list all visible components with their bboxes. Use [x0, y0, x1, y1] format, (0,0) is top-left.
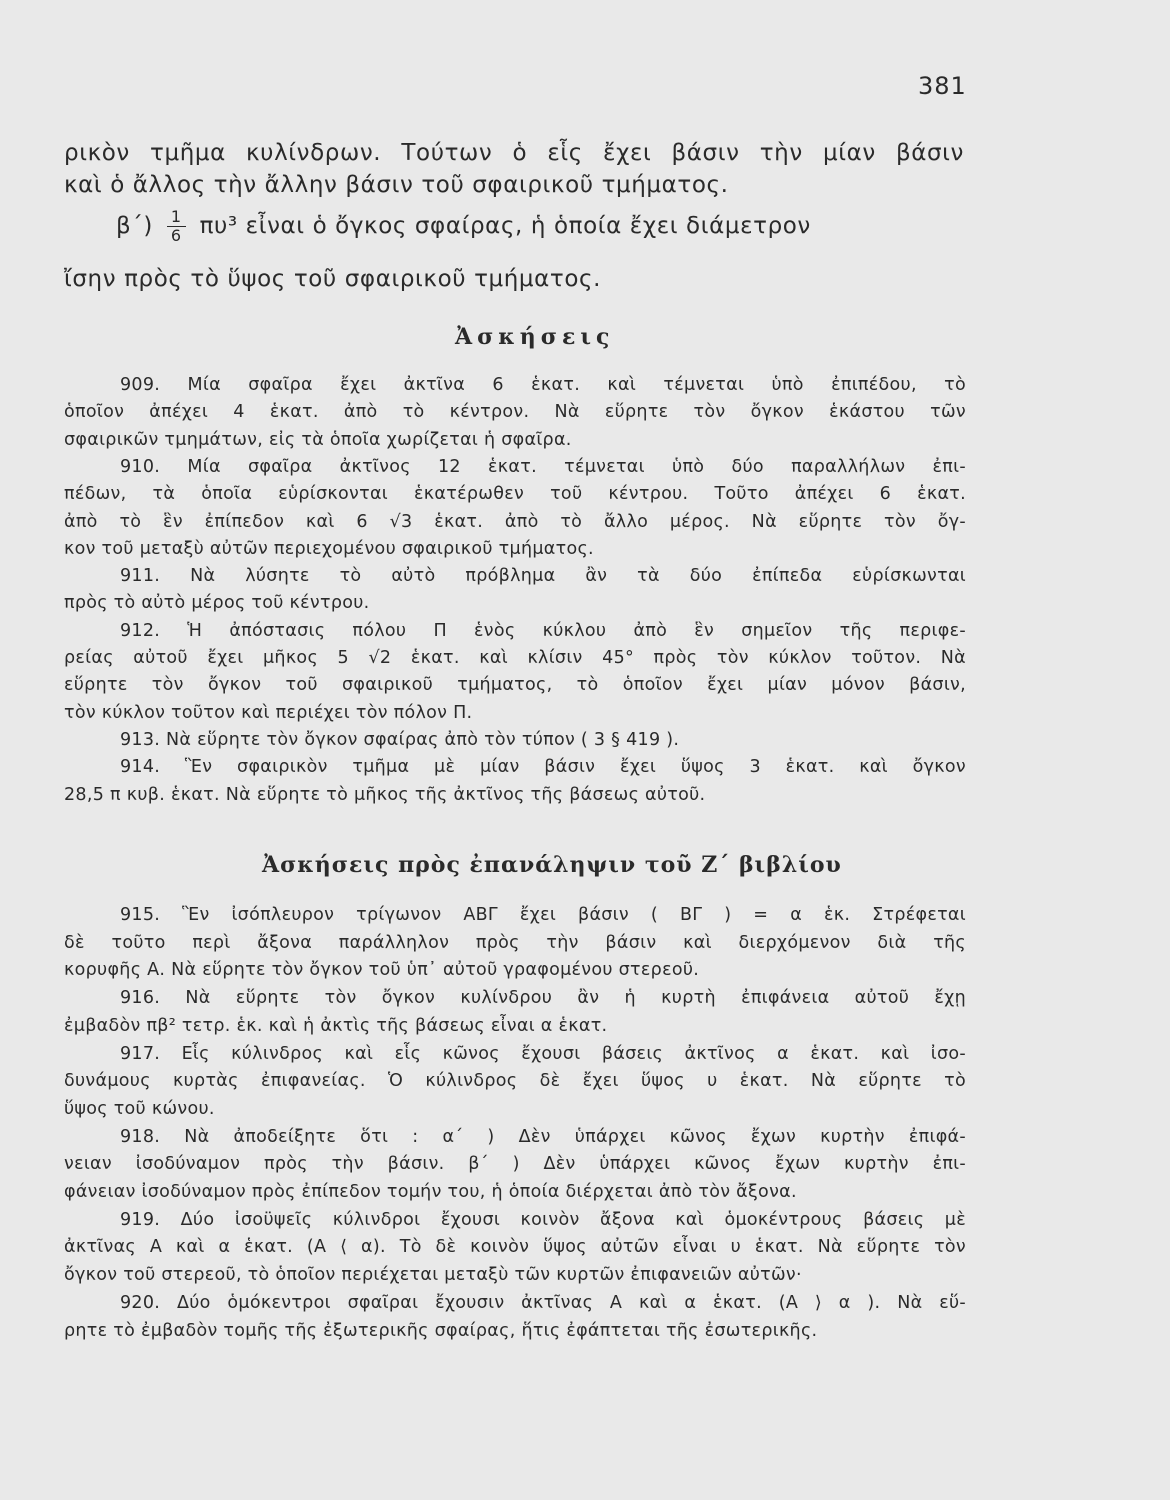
fraction-numerator: 1	[167, 208, 186, 227]
text-line: δὲ τοῦτο περὶ ἄξονα παράλληλον πρὸς τὴν βάσιν καὶ διερχόμενον διὰ τῆς	[64, 932, 966, 953]
text-line: 912. Ἡ ἀπόστασις πόλου Π ἑνὸς κύκλου ἀπὸ ἓν σημεῖον τῆς περιφε-	[120, 620, 966, 641]
text-line: ρείας αὐτοῦ ἔχει μῆκος 5 √2 ἑκατ. καὶ κλίσιν 45° πρὸς τὸν κύκλον τοῦτον. Νὰ	[64, 648, 966, 668]
text-line: 917. Εἷς κύλινδρος καὶ εἷς κῶνος ἔχουσι βάσεις ἀκτῖνος α ἑκατ. καὶ ἰσο-	[120, 1043, 966, 1064]
text-line: κορυφῆς Α. Νὰ εὕρητε τὸν ὄγκον τοῦ ὑπ᾿ αὐτοῦ γραφομένου στερεοῦ.	[64, 960, 700, 981]
text-line: 914. Ἓν σφαιρικὸν τμῆμα μὲ μίαν βάσιν ἔχει ὕψος 3 ἑκατ. καὶ ὄγκον	[120, 757, 966, 778]
intro-line-3	[116, 208, 811, 245]
text-line: ὁποῖον ἀπέχει 4 ἑκατ. ἀπὸ τὸ κέντρον. Νὰ εὕρητε τὸν ὄγκον ἑκάστου τῶν	[64, 402, 966, 423]
text-line: 919. Δύο ἰσοϋψεῖς κύλινδροι ἔχουσι κοινὸν ἄξονα καὶ ὁμοκέντρους βάσεις μὲ	[120, 1209, 966, 1230]
text-line: 28,5 π κυβ. ἑκατ. Νὰ εὕρητε τὸ μῆκος τῆς ἀκτῖνος τῆς βάσεως αὐτοῦ.	[64, 784, 706, 805]
intro-line-1: ρικὸν τμῆμα κυλίνδρων. Τούτων ὁ εἷς ἔχει βάσιν τὴν μίαν βάσιν	[64, 140, 964, 166]
text-line: πέδων, τὰ ὁποῖα εὑρίσκονται ἑκατέρωθεν τοῦ κέντρου. Τοῦτο ἀπέχει 6 ἑκατ.	[64, 484, 966, 505]
intro-line-2: καὶ ὁ ἄλλος τὴν ἄλλην βάσιν τοῦ σφαιρικοῦ τμήματος.	[64, 172, 729, 198]
section-heading-exercises: Ἀσκήσεις	[455, 324, 615, 350]
text-line: ὕψος τοῦ κώνου.	[64, 1098, 215, 1119]
fraction	[167, 208, 186, 245]
text-line: 915. Ἓν ἰσόπλευρον τρίγωνον ΑΒΓ ἔχει βάσιν ( ΒΓ ) = α ἑκ. Στρέφεται	[120, 905, 966, 925]
text-line: νειαν ἰσοδύναμον πρὸς τὴν βάσιν. β΄ ) Δὲν ὑπάρχει κῶνος ἔχων κυρτὴν ἐπι-	[64, 1154, 966, 1175]
text-line: ρητε τὸ ἐμβαδὸν τομῆς τῆς ἐξωτερικῆς σφαίρας, ἥτις ἐφάπτεται τῆς ἐσωτερικῆς.	[64, 1320, 818, 1341]
text-line: σφαιρικῶν τμημάτων, εἰς τὰ ὁποῖα χωρίζεται ἡ σφαῖρα.	[64, 429, 572, 450]
text-line: 920. Δύο ὁμόκεντροι σφαῖραι ἔχουσιν ἀκτῖνας Α καὶ α ἑκατ. (Α ⟩ α ). Νὰ εὕ-	[120, 1292, 966, 1313]
text-line: τὸν κύκλον τοῦτον καὶ περιέχει τὸν πόλον Π.	[64, 702, 473, 723]
text-line: φάνειαν ἰσοδύναμον πρὸς ἐπίπεδον τομήν του, ἡ ὁποία διέρχεται ἀπὸ τὸν ἄξονα.	[64, 1182, 797, 1202]
intro-line-4: ἴσην πρὸς τὸ ὕψος τοῦ σφαιρικοῦ τμήματος.	[64, 266, 602, 292]
intro-line-3-rest: πυ³ εἶναι ὁ ὄγκος σφαίρας, ἡ ὁποία ἔχει διάμετρον	[199, 213, 811, 239]
page-number: 381	[918, 72, 967, 100]
intro-line-3-prefix: β΄)	[116, 213, 153, 239]
fraction-denominator: 6	[170, 226, 182, 245]
text-line: 910. Μία σφαῖρα ἀκτῖνος 12 ἑκατ. τέμνεται ὑπὸ δύο παραλλήλων ἐπι-	[120, 456, 966, 477]
text-line: ἀπὸ τὸ ἓν ἐπίπεδον καὶ 6 √3 ἑκατ. ἀπὸ τὸ ἄλλο μέρος. Νὰ εὕρητε τὸν ὄγ-	[64, 511, 966, 532]
text-line: 911. Νὰ λύσητε τὸ αὐτὸ πρόβλημα ἂν τὰ δύο ἐπίπεδα εὑρίσκωνται	[120, 566, 966, 587]
text-line: κον τοῦ μεταξὺ αὐτῶν περιεχομένου σφαιρικοῦ τμήματος.	[64, 538, 594, 559]
section-heading-review-exercises: Ἀσκήσεις πρὸς ἐπανάληψιν τοῦ Ζ΄ βιβλίου	[262, 852, 842, 878]
text-line: 909. Μία σφαῖρα ἔχει ἀκτῖνα 6 ἑκατ. καὶ τέμνεται ὑπὸ ἐπιπέδου, τὸ	[120, 375, 966, 395]
text-line: ἀκτῖνας Α καὶ α ἑκατ. (Α ⟨ α). Τὸ δὲ κοινὸν ὕψος αὐτῶν εἶναι υ ἑκατ. Νὰ εὕρητε τὸν	[64, 1237, 966, 1258]
text-line: 918. Νὰ ἀποδείξητε ὅτι : α΄ ) Δὲν ὑπάρχει κῶνος ἔχων κυρτὴν ἐπιφά-	[120, 1126, 966, 1147]
text-line: εὕρητε τὸν ὄγκον τοῦ σφαιρικοῦ τμήματος, τὸ ὁποῖον ἔχει μίαν μόνον βάσιν,	[64, 675, 966, 696]
text-line: δυνάμους κυρτὰς ἐπιφανείας. Ὁ κύλινδρος δὲ ἔχει ὕψος υ ἑκατ. Νὰ εὕρητε τὸ	[64, 1071, 966, 1092]
text-line: 913. Νὰ εὕρητε τὸν ὄγκον σφαίρας ἀπὸ τὸν τύπον ( 3 § 419 ).	[120, 729, 680, 750]
text-line: 916. Νὰ εὕρητε τὸν ὄγκον κυλίνδρου ἂν ἡ κυρτὴ ἐπιφάνεια αὐτοῦ ἔχῃ	[120, 988, 966, 1009]
text-line: ὄγκον τοῦ στερεοῦ, τὸ ὁποῖον περιέχεται μεταξὺ τῶν κυρτῶν ἐπιφανειῶν αὐτῶν·	[64, 1265, 802, 1286]
text-line: πρὸς τὸ αὐτὸ μέρος τοῦ κέντρου.	[64, 593, 370, 614]
text-line: ἐμβαδὸν πβ² τετρ. ἑκ. καὶ ἡ ἀκτὶς τῆς βάσεως εἶναι α ἑκατ.	[64, 1015, 608, 1036]
